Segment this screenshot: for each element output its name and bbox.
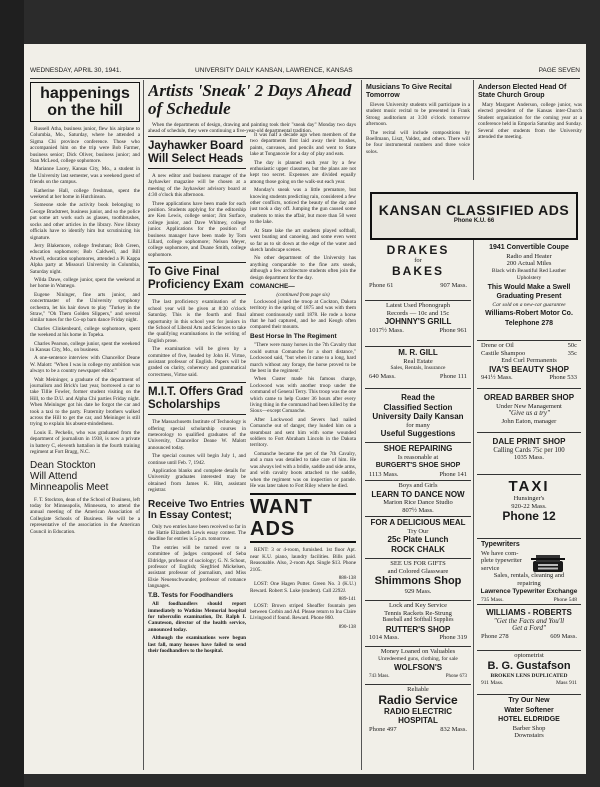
ad-dale-print — [477, 434, 581, 475]
ad-text: Classified Section — [383, 402, 453, 412]
want-ad-number: 888-138 — [338, 574, 356, 581]
headline-line: Minneapolis Meet — [30, 481, 109, 493]
ad-text: 1941 Convertible Coupe — [489, 244, 569, 251]
ad-text: HOTEL ELDRIDGE — [498, 716, 560, 723]
ad-text: John Eaton, manager — [501, 417, 557, 425]
article-paragraph: The last proficiency examination of the school year will be given at 8:30 o'clock Saturday. This is the fourth and final opportunity in this school year for juniors in the School of Liberal Arts and Sciences to take the qualifying examinations in the writing of English prose. — [148, 299, 246, 344]
ad-text: TAXI — [508, 478, 550, 495]
ad-text: 1014 Mass. — [369, 634, 399, 641]
article-paragraph: Mary Margaret Anderson, college junior, was elected president of the Kansas inter-Church Student organization for the coming year at a conference held in Emporia Saturday and Sunday. Several other students from the University attended the meeting. — [478, 102, 582, 141]
classified-ads-banner — [370, 192, 578, 240]
ad-text: 941½ Mass. — [481, 374, 513, 381]
want-ad-number: 889-141 — [338, 596, 356, 603]
ad-text: Phone 61 — [369, 281, 394, 289]
article-paragraph: Wilda Dawe, college junior, spent the weekend at her home in Wamego. — [30, 276, 140, 290]
ad-dance-studio — [365, 482, 471, 517]
ad-radio-electric — [365, 686, 471, 746]
ad-williams-roberts — [477, 606, 581, 651]
article-paragraph: Application blanks and complete details for University graduates interested may be obtained from James K. Hitt, assistant registrar. — [148, 468, 246, 494]
column-musicians — [366, 82, 470, 186]
ad-text: End Curl Permanents — [501, 357, 557, 364]
ad-text: 640 Mass. — [369, 372, 396, 380]
ad-text: Telephone 278 — [504, 319, 554, 327]
ad-text: Barber Shop — [512, 724, 546, 732]
ad-gustafson-optometrist — [477, 652, 581, 695]
headline-line: Will Attend — [30, 470, 78, 482]
ad-text: 735 Mass. — [481, 596, 504, 603]
ad-text: Money Loaned on Valuables — [380, 648, 456, 655]
article-paragraph: The examination will be given by a committee of five, headed by John H. Virtue, assistant professor of English. Papers will be graded on clarity, coherency and grammatical correctness, Virtue said. — [148, 346, 246, 378]
article-paragraph: A one-sentence interview with Chancellor Deane W. Malott: "When I was in college my ambition was always to be a country newspaper editor." — [30, 355, 140, 375]
article-paragraph: Katherine Hall, college freshman, spent the weekend at her home in Hutchinson. — [30, 187, 140, 201]
ad-wolfsons — [365, 648, 471, 685]
column-anderson — [478, 82, 582, 186]
ad-text: Sales, rentals, cleaning and — [493, 572, 565, 579]
article-paragraph: After Lockwood and Severs had nailed Comanche out of danger, they loaded him on a steamboat and sent him with some wounded soldiers to Fort Abraham Lincoln in the Dakota territory. — [250, 416, 356, 449]
ad-text: Sales, Rentals, Insurance — [390, 365, 446, 371]
article-paragraph: Someone stole the activity book belonging to George Bradstreet, business junior, and so the police put some art work such as glasses, toothbrushes, socks and other articles in the library. Now library officials have to identify him but scrutinizing his signature. — [30, 202, 140, 241]
ad-text: Phone 533 — [549, 374, 577, 381]
article-paragraph: The special courses will begin July 1, and continue until Feb. 7, 1942. — [148, 453, 246, 466]
header-date: WEDNESDAY, APRIL 30, 1941. — [30, 67, 122, 74]
want-ad: LOST: Brown striped Sheaffer fountain pen between Corbin and Ad. Please return to Ina Claire Livingood if found. Reward. Phone 860. — [250, 602, 356, 622]
ad-text: Try Our — [407, 527, 429, 535]
article-paragraph: Marianne Lacey, Kansas City, Mo., a student in the University last semester, was a weekend guest of friends on the campus. — [30, 166, 140, 186]
column-happenings — [30, 82, 140, 772]
ad-text: Try Our New — [508, 697, 550, 704]
column-jayhawker — [148, 132, 246, 772]
ad-text: SEE US FOR GIFTS — [390, 560, 446, 567]
column-rule — [143, 80, 144, 770]
happenings-title-line2: on the hill — [47, 102, 123, 119]
article-paragraph: "There were many horses in the 7th Cavalry that could outrun Comanche for a short distance," Lockwood said, "but when it came to a long, hard march without any forage, the horse proved to be the best in the regiment." — [250, 342, 356, 374]
want-ad: RENT: 3 or 4-room, furnished. 1st floor Apt. near K.U. piano, laundry facilities. Bills paid. Reasonable. Also, 2-room Apt. Single $13. Phone 2105. — [250, 547, 356, 573]
ad-text: Phone 497 — [369, 725, 397, 733]
ad-text: SHOE REPAIRING — [383, 444, 453, 453]
ad-text: 1113 Mass. — [369, 470, 399, 478]
article-paragraph: It was half a decade ago when members of the two departments first laid away their brushes, paints, canvases, and pencils and went to State lake at Tonganoxie for a day of play and eats. — [250, 132, 356, 158]
ad-text: Reliable — [407, 686, 429, 693]
ad-text: Graduating Present — [496, 293, 562, 300]
ad-text: WOLFSON'S — [393, 663, 443, 672]
header-masthead: UNIVERSITY DAILY KANSAN, LAWRENCE, KANSAS — [195, 67, 353, 74]
ad-text: 609 Mass. — [550, 632, 577, 640]
ad-text: Baseball and Softball Supplies — [382, 617, 454, 623]
ad-text: Phone 961 — [439, 326, 467, 334]
newspaper-page — [24, 44, 586, 774]
ad-text: Castile Shampoo — [481, 349, 526, 357]
article-paragraph: Although the examinations were begun last fall, many houses have failed to send their foodhandlers to the hospital. — [148, 635, 246, 655]
ad-text: 832 Mass. — [440, 725, 467, 733]
article-paragraph: Jerry Blakemore, college freshman; Bob Green, education sophomore; Bob Caldwell, and Bill Atwell, education sophomores, attended a Pi Kappa Alpha party at Missouri University in Columbia, Saturday night. — [30, 242, 140, 275]
anderson-headline: Anderson Elected Head Of State Church Group — [478, 84, 567, 99]
ad-text: optometrist — [514, 652, 544, 659]
ad-text: Typewriters — [481, 541, 520, 548]
ad-text: Shimmons Shop — [374, 575, 462, 587]
article-paragraph: When Custer made his famous charge, Lockwood was with another troop under the command of General Terry. This troop was the one which came to help Custer 36 hours after every living thing in the command had been killed by the Sioux—except Comanche. — [250, 376, 356, 415]
ad-text: Phone 12 — [502, 509, 556, 523]
ad-text: Latest Used Phonograph — [386, 302, 450, 309]
article-paragraph: All foodhandlers should report immediately to Watkins Memorial hospital for tuberculin examination, Dr. Ralph I. Canuteson, director of the health service, announced today. — [148, 601, 246, 633]
ad-text: Water Softener — [504, 706, 554, 714]
article-paragraph: When the departments of design, drawing and painting took their "sneak day" Monday two days ahead of schedule, they were continuing a five-year-old departmental tradition. — [148, 122, 356, 135]
article-paragraph: Russell Atha, business junior, flew his airplane to Columbia, Mo., Saturday, where he attended a Sigma Chi province conference. Those who accompanied him on the trip were Bob Farmer, business senior; Dick Oliver, business junior; and Stan McLeod, college sophomore. — [30, 126, 140, 165]
ad-text: 200 Actual Miles — [506, 260, 552, 267]
ad-text: Phone 548 — [553, 596, 577, 603]
ad-text: 807½ Mass. — [402, 506, 434, 514]
ad-text: Unredeemed guns, clothing, for sale — [378, 655, 458, 662]
article-paragraph: F. T. Stockton, dean of the School of Business, left today for Minneapolis, Minnesota, to attend the annual meeting of the American Association of Collegiate Schools of Business. He will be a representative of the association in the American Council in Education. — [30, 496, 140, 535]
ad-text: University Daily Kansan — [372, 412, 464, 421]
ad-text: service — [481, 564, 500, 572]
ad-text: Useful Suggestions — [380, 429, 456, 438]
ad-read-classified — [365, 390, 471, 443]
ad-text: Read the — [401, 393, 435, 402]
ad-burgert-shoe — [365, 444, 471, 481]
ad-text: Black with Beautiful Red Leather — [491, 267, 567, 274]
ad-text: Tennis Rackets Re-Strung — [384, 609, 452, 617]
continued-note: (continued from page six) — [276, 292, 330, 299]
ad-text: Phone 673 — [445, 673, 467, 679]
article-paragraph: Charles Pearson, college junior, spent the weekend in Kansas City, Mo., on business. — [30, 340, 140, 353]
ad-hotel-eldridge — [477, 696, 581, 746]
ad-text: Hunsinger's — [513, 495, 545, 502]
article-paragraph: No other department of the University has anything comparable to the fine arts sneak, although a few architecture students often join the design department for the day. — [250, 255, 356, 281]
ad-text: 907 Mass. — [440, 281, 467, 289]
jayhawker-headline: Jayhawker Board Will Select Heads — [148, 136, 246, 169]
comanche-headline: COMANCHE— — [250, 282, 295, 290]
ad-shimmons-shop — [365, 560, 471, 601]
ad-text: JOHNNY'S GRILL — [384, 317, 452, 326]
ad-text: BROKEN LENS DUPLICATED — [490, 672, 568, 679]
ad-text: 1017½ Mass. — [369, 326, 404, 334]
ad-text: 920-22 Mass. — [511, 502, 547, 510]
ad-taxi — [477, 476, 581, 539]
ad-text: 35c — [567, 349, 577, 357]
ad-johnnys-grill — [365, 302, 471, 347]
ad-text: LEARN TO DANCE NOW — [371, 489, 465, 499]
ad-text: for — [414, 257, 422, 264]
ad-text: 25c Plate Lunch — [387, 535, 449, 544]
ad-text: HOSPITAL — [398, 716, 438, 725]
ad-text: Phone 278 — [481, 632, 509, 640]
proficiency-headline: To Give Final Proficiency Exam — [148, 262, 246, 295]
ad-text: 743 Mass. — [369, 673, 390, 679]
ad-text: 929 Mass. — [404, 588, 432, 595]
ad-text: ROCK CHALK — [391, 544, 445, 554]
ad-text: This Would Make a Swell — [487, 283, 571, 291]
article-paragraph: Eugene Nininger, fine arts junior, and concertmaster of the University symphony orchestra, let his hair down to play "Turkey in the Straw," "Oh Them Golden Slippers," and several similar tunes for the Co-op barn dance Friday night. — [30, 291, 140, 324]
happenings-title-line1: happenings — [40, 85, 130, 102]
ad-text: OREAD BARBER SHOP — [483, 393, 575, 402]
ad-text: We have com- — [481, 549, 519, 557]
ad-text: RUTTER'S SHOP — [385, 624, 451, 634]
musicians-headline: Musicians To Give Recital Tomorrow — [366, 84, 452, 99]
ad-text: Is reasonable at — [397, 453, 439, 461]
ad-ivas-beauty — [477, 342, 581, 389]
column-rule — [361, 80, 362, 770]
artists-headline: Artists 'Sneak' 2 Days Ahead of Schedule — [148, 82, 352, 118]
column-rule — [473, 238, 474, 770]
article-paragraph: Louis E. Peckelis, who was graduated from the department of journalism in 1938, is now a private in battery C, eleventh battalion in the fourth training regiment at Fort Bragg, N.C. — [30, 429, 140, 456]
ad-text: RADIO ELECTRIC — [384, 706, 452, 716]
article-paragraph: Monday's sneak was a little premature, but knowing students predicting rain, considered a few other conflicts, noticed the beauty of the day and just took a day off. Jumping the gun caused some students to miss the affair, but more than 50 went to the lake. — [250, 187, 356, 226]
ad-text: Marion Rice Dance Studio — [383, 499, 453, 506]
column-sneak-continued — [250, 132, 356, 772]
mit-headline: M.I.T. Offers Grad Scholarships — [148, 382, 246, 415]
ad-text: for many — [406, 421, 430, 429]
stockton-headline — [30, 460, 140, 493]
column-rule — [473, 80, 474, 180]
ad-text: Records — 10c and 15c — [386, 309, 450, 317]
ad-text: Phone 141 — [439, 470, 467, 478]
ad-text: Real Estate — [403, 357, 433, 365]
article-paragraph: At State lake the art students played softball, went boating and canoeing, and some even went so far as to sit down at the edge of the water and sketch landscape scenes. — [250, 227, 356, 253]
happenings-masthead — [30, 82, 140, 122]
tb-headline: T.B. Tests for Foodhandlers — [148, 591, 234, 599]
ad-text: Radio Service — [378, 692, 458, 707]
ad-rutters-shop — [365, 602, 471, 647]
ad-rock-chalk — [365, 518, 471, 559]
headline-line: Dean Stockton — [30, 459, 96, 471]
article-paragraph: The day is planned each year by a few enthusiastic upper classmen, but the plans are not kept too secret. Expenses are divided equally among those going on the walk-out each year. — [250, 159, 356, 185]
ad-text: and Colored Glassware — [387, 567, 449, 575]
ad-text: Drene or Oil — [481, 342, 514, 349]
ad-text: 911 Mass. — [481, 680, 504, 686]
article-paragraph: Charles Clinkenbeard, college sophomore, spent the weekend at his home in Topeka. — [30, 325, 140, 339]
typewriter-icon — [530, 552, 566, 574]
article-paragraph: Eleven University students will participate in a student music recital to be presented in Frank Strong auditorium at 3:30 o'clock tomorrow afternoon. — [366, 102, 470, 128]
ad-text: Lawrence Typewriter Exchange — [480, 588, 578, 595]
ad-gill-real-estate — [365, 348, 471, 389]
ad-text: plete typewriter — [481, 557, 522, 564]
ad-text: DALE PRINT SHOP — [492, 437, 566, 446]
ad-text: DRAKES — [386, 243, 450, 257]
article-paragraph: Comanche became the pet of the 7th Cavalry, and a man was detailed to take care of him. He was always led with a bridle, saddle and side arms, and with cavalry boots attached to the saddle, when the regiment was on inspection or parade. He was later taken to Fort Riley where he died. — [250, 450, 356, 489]
ad-text: Under New Management — [496, 402, 562, 410]
ad-text: repairing — [517, 579, 541, 587]
ad-text: Boys and Girls — [398, 482, 438, 489]
article-paragraph: A new editor and business manager of the Jayhawker magazine will be chosen at a meeting of the Jayhawker advisory board at 4:30 o'clock this afternoon. — [148, 173, 246, 199]
ad-text: Phone 111 — [439, 372, 467, 380]
classified-title: KANSAN CLASSIFIED ADS — [378, 202, 570, 218]
binding-edge — [0, 0, 24, 787]
want-ads-heading: WANT ADS — [250, 493, 356, 543]
ad-text: Lock and Key Service — [389, 602, 447, 609]
subhead: Best Horse In The Regiment — [250, 332, 337, 340]
ad-text: Radio and Heater — [506, 252, 552, 260]
ad-text: IVA'S BEAUTY SHOP — [489, 364, 569, 374]
ad-text: Mass 911 — [555, 680, 577, 686]
ad-text: "Get the Facts and You'll — [493, 616, 565, 625]
article-paragraph: The Massachusetts Institute of Technology is offering special scholarship courses in meteorology to qualified graduates of the University, Chancellor Deane W. Malott announced today. — [148, 419, 246, 451]
ad-drakes — [365, 240, 471, 301]
article-paragraph: Lockwood joined the troop at Cockton, Dakota territory in the spring of 1875 and was with them almost continuously until 1878. He rode a horse that he had captured, and he and Keogh often compared their mounts. — [250, 298, 356, 331]
ad-text: WILLIAMS - ROBERTS — [486, 608, 572, 617]
article-paragraph: Three applications have been made for each position. Students applying for the editorship are Ken Lewis, college senior; Jim Surface, college junior, and Dave Whitney, college junior. Applications for the position of business manager have been made by Tom Lillard, college sophomore; Nelson Meyer, college sophomore, and Duane Smith, college sophomore. — [148, 200, 246, 258]
page-header — [30, 66, 580, 79]
ad-text: "Give us a try" — [508, 409, 550, 417]
ad-text: M. R. GILL — [398, 348, 438, 357]
header-page-number: PAGE SEVEN — [538, 67, 580, 74]
article-paragraph: The entries will be turned over to a committee of judges composed of Seba Eldridge, professor of sociology; G. N. Schout, professor of English; Siegfried Mickelsen, assistant professor of journalism, and Miss Elsie Neuenschwander, professor of romance languages. — [148, 544, 246, 590]
article-paragraph: Walt Meininger, a graduate of the department of journalism and Brick's last year, borrowed a car to take Tillie Fowler, former student visiting on the Hill, to the D.U. and Alpha Chi parties Friday night. When Meininger got his date he forgot the car and took a taxi to the party. Fraternity brothers walked across the Hill to get the car, and Meininger is still trying to explain his absent-mindedness. — [30, 376, 140, 428]
ad-text: BAKES — [391, 263, 444, 278]
classified-phone: Phone K.U. 66 — [453, 218, 495, 224]
ad-text: Williams-Robert Motor Co. — [485, 310, 573, 317]
ad-oread-barber — [477, 390, 581, 433]
ad-text: Upholstery — [516, 275, 542, 281]
ad-text: Downstairs — [514, 732, 544, 739]
ad-text: FOR A DELICIOUS MEAL — [370, 518, 466, 527]
ad-text: 1035 Mass. — [514, 454, 544, 461]
ad-text: 50c — [567, 342, 577, 349]
ad-text: BURGERT'S SHOE SHOP — [375, 462, 461, 469]
article-paragraph: The recital will include compositions by Boellmann, Liszt, Valdez, and others. There will be four instrumental numbers and three voice solos. — [366, 129, 470, 155]
ad-convertible-coupe — [477, 240, 581, 341]
essay-headline: Receive Two Entries In Essay Contest; — [148, 498, 245, 521]
ad-text: Phone 319 — [439, 634, 467, 641]
want-ad: LOST: One Hagen Putter. Green No. 3 (K.U.) Reward. Robert S. Luke (student). Call 2292J. — [250, 581, 356, 594]
article-paragraph: Only two entries have been received so far in the Hattie Elizabeth Lewis essay contest. The deadline for entries is 5 p.m. tomorrow. — [148, 523, 246, 543]
ad-text: Get a Ford" — [512, 624, 546, 632]
ad-text: Car sold on a new-car guarantee — [492, 301, 566, 308]
ad-text: Calling Cards 75c per 100 — [493, 446, 565, 454]
ad-text: B. G. Gustafson — [487, 659, 571, 672]
want-ad-number: 890-138 — [338, 623, 356, 630]
